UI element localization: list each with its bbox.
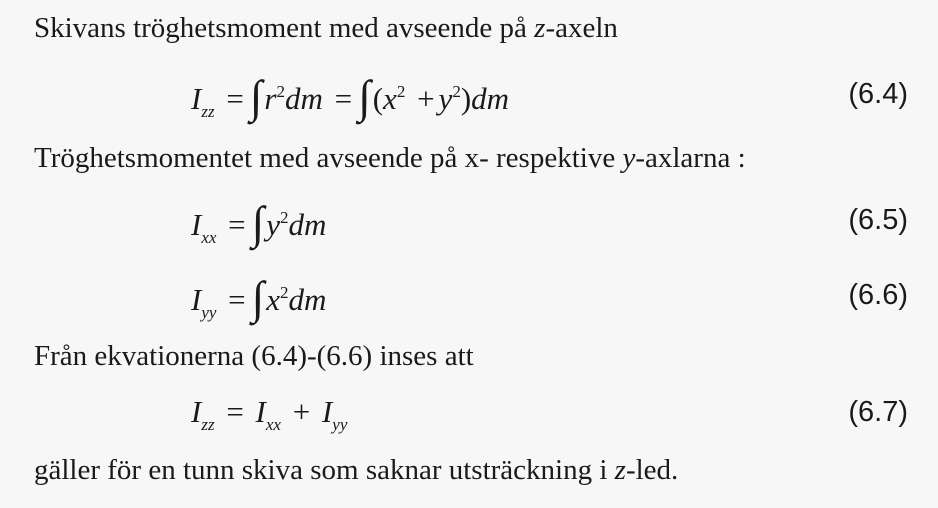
- dm: dm: [288, 282, 327, 317]
- var-y: y: [438, 81, 453, 116]
- plus-sign: +: [417, 81, 435, 116]
- right-paren: ): [460, 81, 472, 116]
- equation-number: (6.6): [848, 279, 908, 311]
- paragraph-intro-z: [34, 10, 618, 46]
- subscript-zz: zz: [201, 415, 215, 434]
- equation-6-4: [191, 66, 509, 122]
- dm: dm: [471, 81, 510, 116]
- integral-sign: ∫: [251, 272, 265, 323]
- text: Skivans tröghetsmoment med avseende på: [34, 12, 535, 44]
- equation-number: (6.4): [848, 78, 908, 110]
- symbol-I: I: [255, 394, 266, 429]
- superscript-2: 2: [452, 82, 461, 101]
- equals-sign: =: [228, 282, 246, 317]
- equals-sign: =: [226, 394, 244, 429]
- equation-row-6-6: [0, 267, 938, 323]
- text: -led.: [625, 454, 679, 486]
- var-y: y: [266, 207, 281, 242]
- equals-sign: =: [228, 207, 246, 242]
- subscript-zz: zz: [201, 102, 215, 121]
- equation-6-5: [191, 192, 326, 248]
- variable-z: z: [614, 454, 626, 486]
- text: Från ekvationerna (6.4)-(6.6) inses att: [34, 340, 474, 372]
- integral-sign: ∫: [251, 197, 265, 248]
- subscript-yy: yy: [332, 415, 348, 434]
- superscript-2: 2: [276, 82, 285, 101]
- text: Tröghetsmomentet med avseende på x- respektive: [34, 142, 623, 174]
- subscript-xx: xx: [201, 228, 217, 247]
- symbol-I: I: [321, 394, 333, 429]
- equals-sign: =: [334, 81, 353, 116]
- var-x: x: [266, 282, 281, 317]
- plus-sign: +: [292, 394, 311, 429]
- dm: dm: [288, 207, 327, 242]
- variable-z: z: [534, 12, 546, 44]
- subscript-yy: yy: [201, 303, 217, 322]
- symbol-I: I: [191, 394, 202, 429]
- var-x: x: [383, 81, 397, 116]
- superscript-2: 2: [280, 208, 289, 227]
- equation-number: (6.5): [848, 204, 908, 236]
- variable-y: y: [622, 142, 636, 174]
- text: gäller för en tunn skiva som saknar utsträckning i: [34, 454, 615, 486]
- equation-6-6: [191, 267, 326, 323]
- text: -axlarna :: [635, 142, 746, 174]
- equation-row-6-4: [0, 66, 938, 122]
- paragraph-thin-plate: [34, 452, 678, 488]
- superscript-2: 2: [396, 82, 406, 101]
- dm: dm: [284, 81, 323, 116]
- equation-6-7: [191, 384, 347, 440]
- symbol-I: I: [191, 81, 202, 116]
- superscript-2: 2: [280, 283, 289, 302]
- integral-sign: ∫: [249, 71, 263, 122]
- equation-number: (6.7): [848, 396, 908, 428]
- symbol-I: I: [191, 207, 202, 242]
- subscript-xx: xx: [265, 415, 281, 434]
- equation-row-6-5: [0, 192, 938, 248]
- integral-sign: ∫: [358, 71, 371, 122]
- text: -axeln: [545, 12, 618, 44]
- var-r: r: [264, 81, 277, 116]
- symbol-I: I: [191, 282, 202, 317]
- paragraph-from-equations: [34, 338, 474, 374]
- paragraph-xy-axes: [34, 140, 746, 176]
- equals-sign: =: [226, 81, 244, 116]
- equation-row-6-7: [0, 384, 938, 440]
- left-paren: (: [372, 81, 384, 116]
